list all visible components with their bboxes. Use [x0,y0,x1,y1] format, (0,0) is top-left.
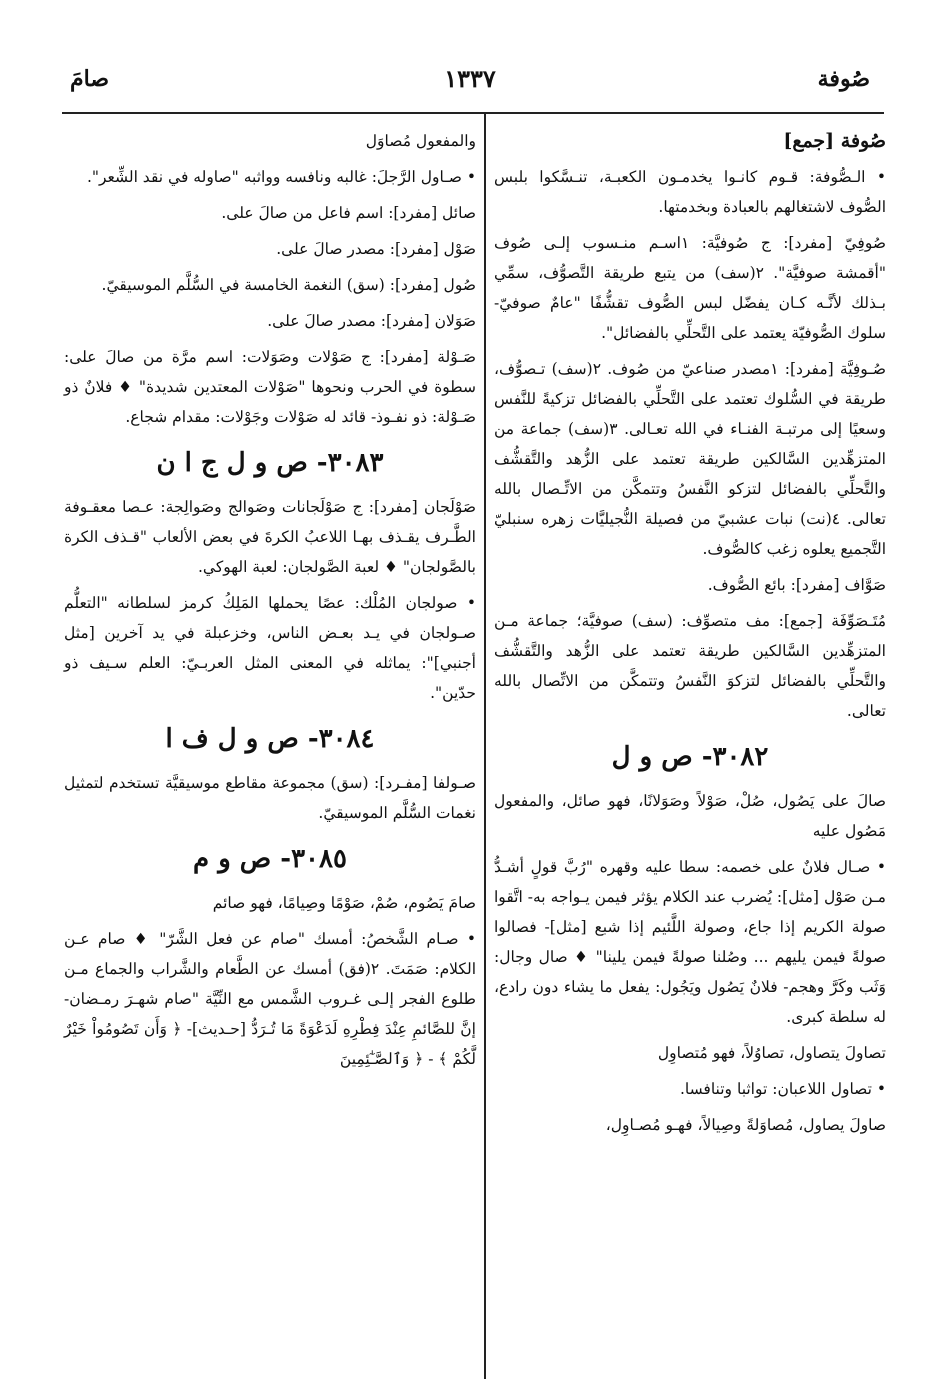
left-column [64,126,476,1080]
entry-sense: • تصاول اللاعبان: تواثبا وتنافسا. [679,1080,886,1098]
right-column [494,126,886,1146]
entry: صُول [مفرد]: (سق) النغمة الخامسة في السُّلَّم الموسيقيّ. [101,276,476,294]
root-heading: ٣٠٨٥- ص و م [193,844,347,874]
entry-sense: • صولجان المُلْك: عصًا يحملها المَلِكُ كرمز لسلطانه "التعلُّم صـولجان في يـد بعـض الناس، وخزعبلة في يد آخرين [مثل أجنبي]": يماثله في المعنى المثل العربـيّ: العلم سـيف ذو حدّين". [64,594,476,702]
entry: تصاولَ يتصاول، تصاوُلاً، فهو مُتصاوِل [657,1044,886,1062]
entry: صالَ على يَصُول، صُلْ، صَوْلاً وصَوَلانًا، فهو صائل، والمفعول مَصُول عليه [494,792,886,840]
entry-sense: • الـصُّوفة: قـوم كانـوا يخدمـون الكعبـة، تنـسَّكوا بلبس الصُّوف لاشتغالهم بالعبادة وبخدمتها. [494,168,886,216]
entry: صَـوْلة [مفرد]: ج صَوْلات وصَوَلات: اسم مرَّة من صالَ على: سطوة في الحرب ونحوها "صَوْلات المعتدين شديدة" ♦ فلانٌ ذو صَـوْلة: ذو نفـوذ- قائد له صَوْلات وجَوْلات: مقدام شجاع. [64,348,476,426]
entry: صاولَ يصاول، مُصاوَلةً وصِيالاً، فهـو مُصـاوِل، [605,1116,886,1134]
page-header [70,62,870,106]
entry: صُوفِيّ [مفرد]: ج صُوفيَّة: ١اسـم منـسوب إلـى صُوف "أقمشة صوفيَّة". ٢(سف) من يتبع طريقة التَّصوُّف، سمِّي بـذلك لأنَّـه كـان يفضّل لبس الصُّوف تقشُّفًا "عامٌ صوفيّ- سلوك الصُّوفيّة يعتمد على التَّحلِّي بالفضائل". [494,234,886,342]
entry-sense: • صـاول الرَّجلَ: غالبه ونافسه وواثبه "صاوله في نقد الشِّعر". [86,168,476,186]
entry: صامَ يَصُوم، صُمْ، صَوْمًا وصِيامًا، فهو صائم [212,894,476,912]
entry: صائل [مفرد]: اسم فاعل من صالَ على. [221,204,476,222]
entry: صُـوفِيَّة [مفرد]: ١مصدر صناعيّ من صُوف. ٢(سف) تـصوُّف، طريقة في السُّلوك تعتمد على التَّحلِّي بالفضائل تزكيةً للنَّفس وسعيًا إلى مرتبـة الفنـاء في الله تعـالى. ٣(سف) جماعة من المتزهِّدين السَّالكين طريقة تعتمد على الزُّهد والتَّقشُّف والتَّحلِّي بالفضائل لتزكو النَّفسُ وتتمكَّن من الاتِّـصال بالله تعالى. ٤(نت) نبات عشبيّ من فصيلة النُّجيليَّات زهره سنبليّ التَّجميع يعلوه زغب كالصُّوف. [494,360,886,558]
entry-sense: • صـام الشَّخصُ: أمسك "صام عن فعل الشَّرّ" ♦ صام عـن الكلام: صَمَتَ. ٢(فق) أمسك عن الطَّعام والشَّراب والجماع مـن طلوع الفجر إلـى غـروب الشَّمس مع النِّيَّة "صام شهـرَ رمـضان- إنَّ للصَّائمِ عِنْدَ فِطْرِهِ لَدَعْوَةً مَا تُـرَدُّ [حـديث]- ﴿ وَأَن تَصُومُواْ خَيْرٌ لَّكُمْ ﴾ - ﴿ وَٱلصَّـٰٓئِمِينَ [64,930,477,1068]
entry-heading: صُوفة [جمع] [783,130,886,152]
entry: مُتَـصَوِّفَة [جمع]: مف متصوِّف: (سف) صوفيَّة؛ جماعة مـن المتزهِّدين السَّالكين طريقة تعتمد على الزُّهد والتَّقشُّف والتَّحلِّي بالفضائل لتزكوَ النَّفسُ وتتمكَّن من الاتِّصال بالله تعالى. [494,612,886,720]
page-number: ١٣٣٧ [444,64,496,93]
header-guide-word-left: صامَ [70,66,110,92]
entry: صَوْل [مفرد]: مصدر صالَ على. [276,240,476,258]
entry: والمفعول مُصاوَل [365,132,476,150]
entry: صَوَّاف [مفرد]: بائع الصُّوف. [707,576,886,594]
entry-sense: • صـال فلانٌ على خصمه: سطا عليه وقهره "رُبَّ قولٍ أشـدُّ مـن صَوْل [مثل]: يُضرب عند الكلام يؤثر فيمن يـواجه به- اتَّقوا صولة الكريم إذا جاع، وصولة اللَّئيم إذا شبع [مثل]- فصالوا صولةً فيمن يليهم ... وصُلنا صولةً فيمن يلينا" ♦ صال وجال: وَثَب وكَرَّ وهجم- فلانٌ يَصُول ويَجُول: يفعل ما يشاء دون رادع، له سلطة كبرى. [494,858,886,1026]
column-divider [484,114,486,1379]
root-heading: ٣٠٨٢- ص و ل [611,742,769,772]
header-guide-word-right: صُوفة [817,66,870,92]
root-heading: ٣٠٨٣- ص و ل ج ا ن [156,448,384,478]
root-heading: ٣٠٨٤- ص و ل ف ا [165,724,375,754]
header-rule [62,112,884,114]
entry: صَوَلان [مفرد]: مصدر صالَ على. [267,312,476,330]
entry: صَوْلَجان [مفرد]: ج صَوْلَجانات وصَوالج وصَوالِجة: عـصا معقـوفة الطَّـرف يقـذف بهـا اللاعبُ الكرةَ في بعض الألعاب "قـذف الكرة بالصَّولجان" ♦ لعبة الصَّولجان: لعبة الهوكي. [64,498,476,576]
entry: صـولفا [مفـرد]: (سق) مجموعة مقاطع موسيقيَّة تستخدم لتمثيل نغمات السُّلَّم الموسيقيّ. [64,774,476,822]
